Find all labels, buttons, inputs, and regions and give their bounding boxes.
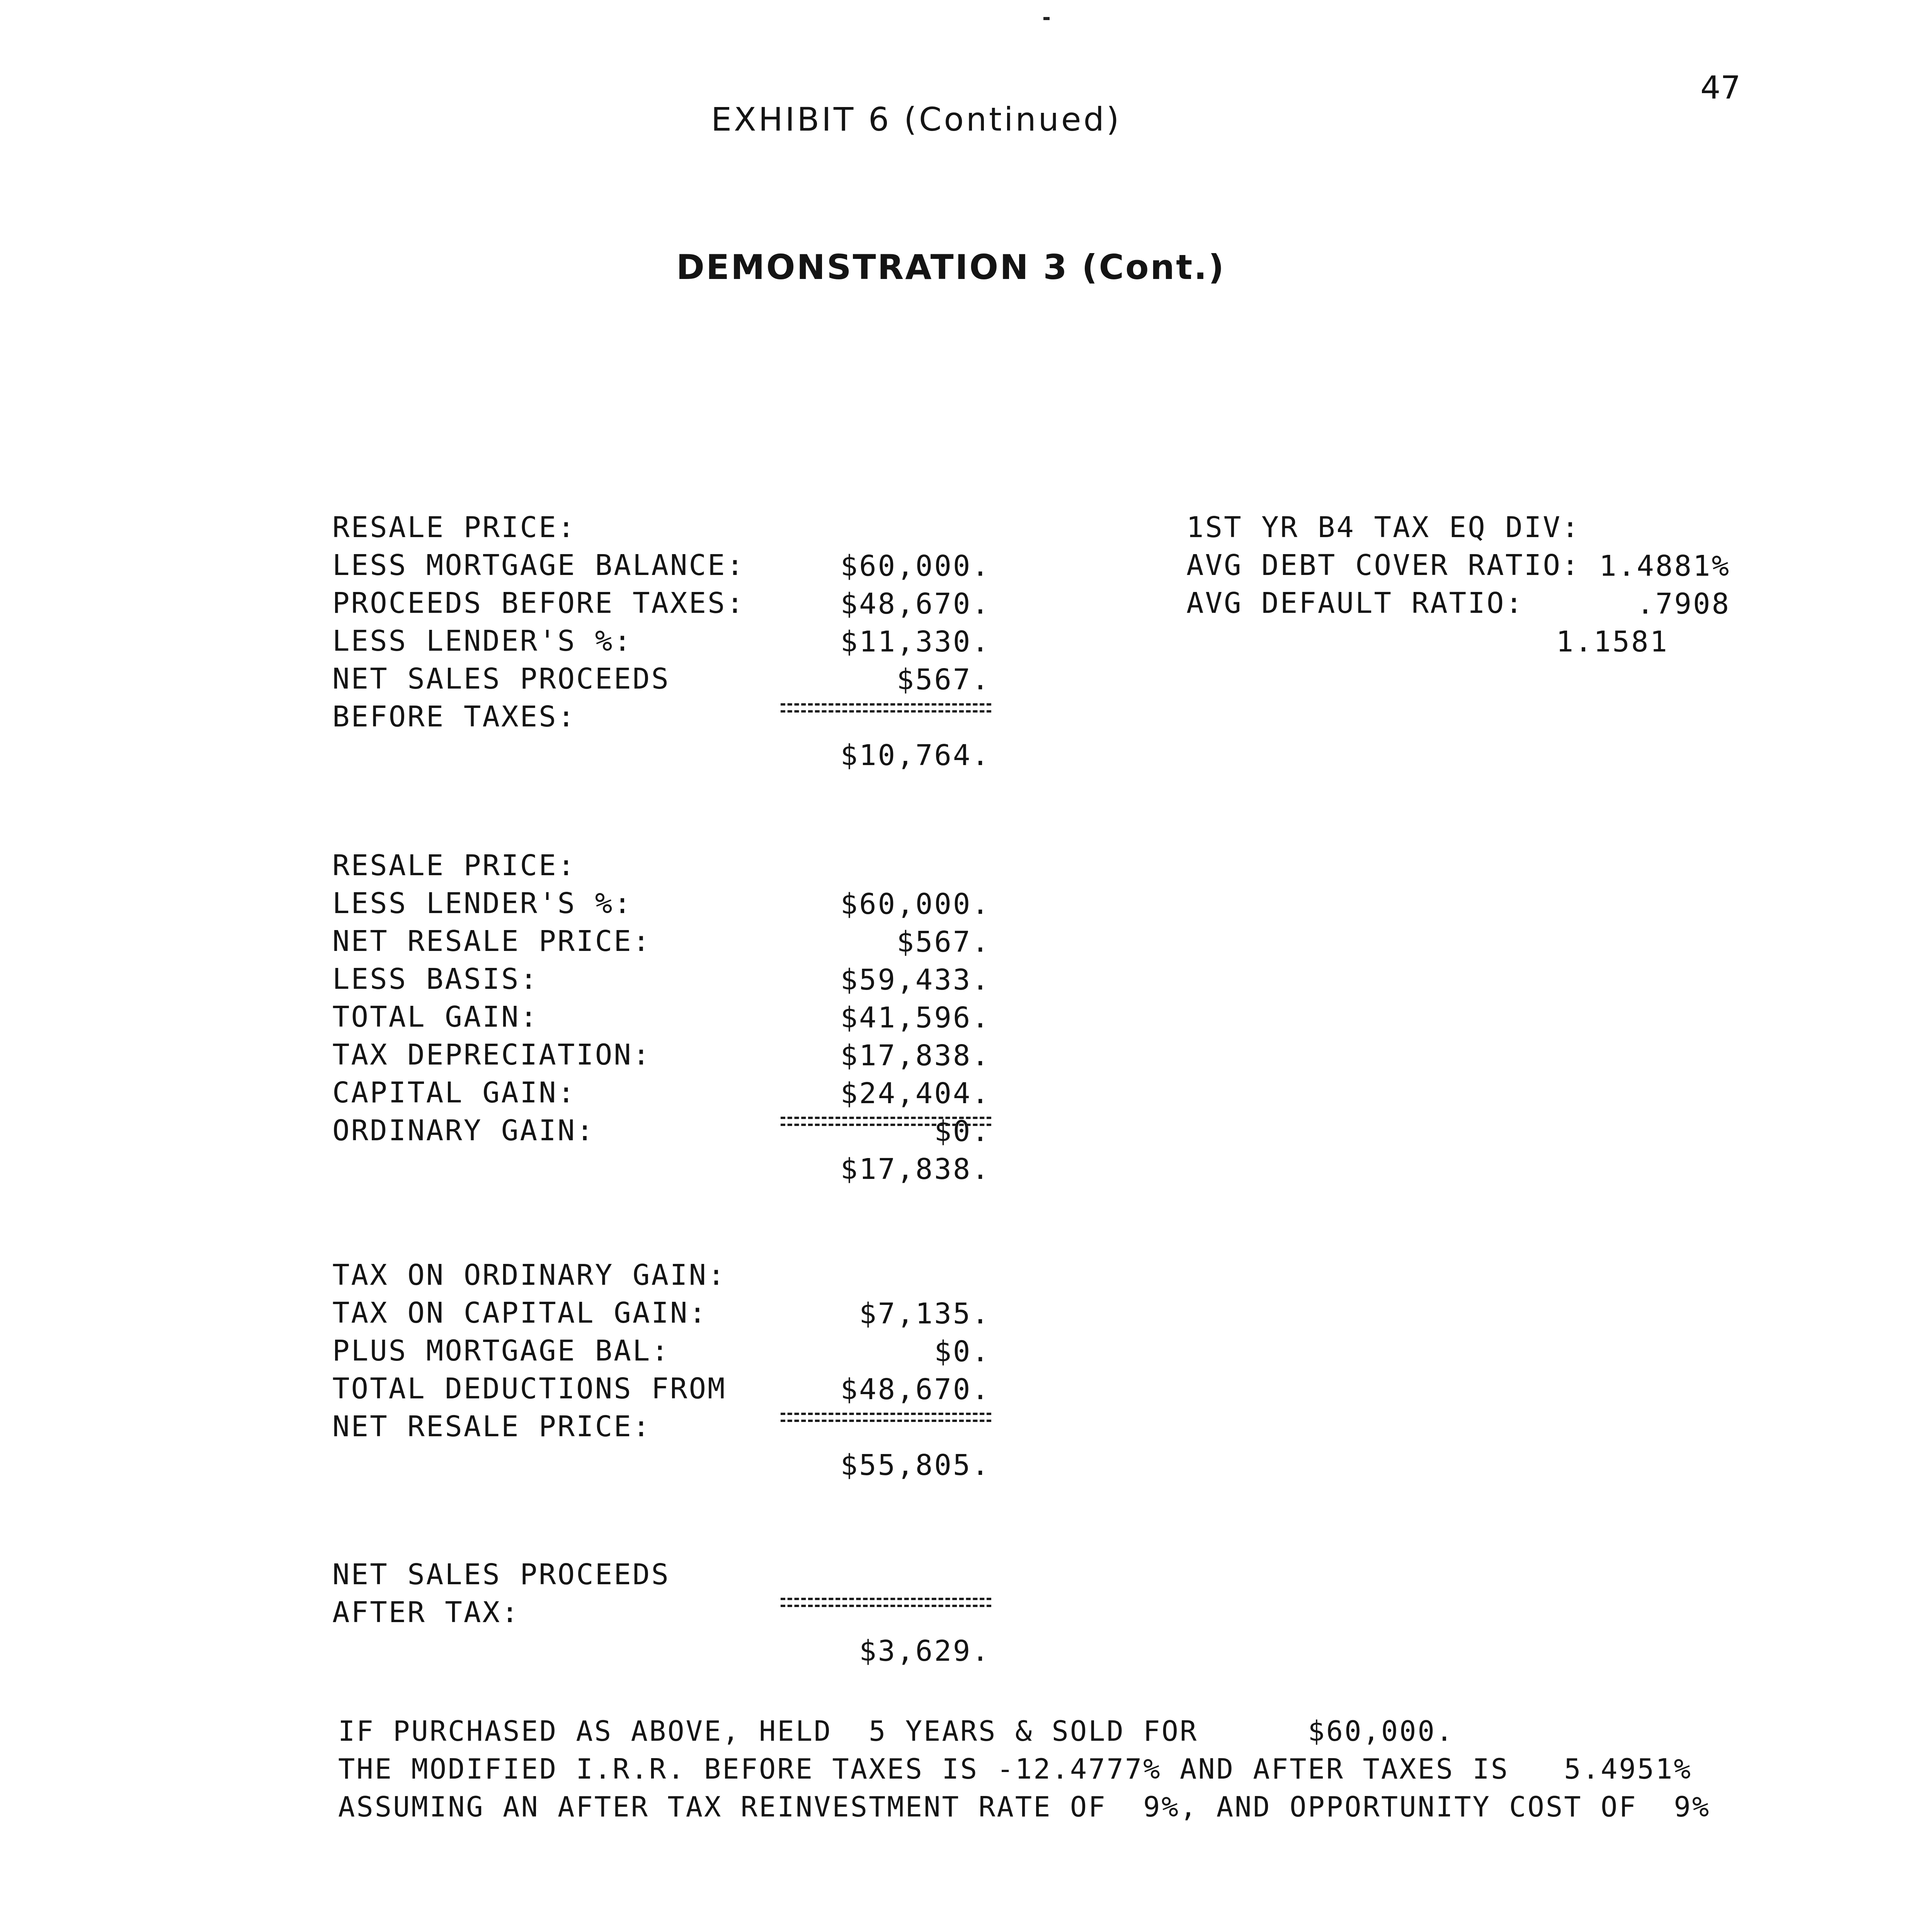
row-label: NET SALES PROCEEDS bbox=[332, 1558, 670, 1591]
row-label: LESS LENDER'S %: bbox=[332, 624, 633, 658]
row-label: RESALE PRICE: bbox=[332, 849, 577, 882]
double-rule bbox=[781, 1413, 991, 1422]
row-label: LESS LENDER'S %: bbox=[332, 887, 633, 920]
summary-line: ASSUMING AN AFTER TAX REINVESTMENT RATE OF 9%, AND OPPORTUNITY COST OF 9% bbox=[338, 1791, 1711, 1823]
demonstration-title: DEMONSTRATION 3 (Cont.) bbox=[676, 247, 1225, 287]
ratio-value: 1.1581 bbox=[1556, 625, 1669, 658]
row-label: NET RESALE PRICE: bbox=[332, 925, 652, 958]
row-amount: $48,670. bbox=[840, 1373, 990, 1406]
ratio-value: .7908 bbox=[1637, 587, 1731, 621]
double-rule bbox=[781, 703, 991, 713]
row-amount: $17,838. bbox=[840, 1153, 990, 1186]
statement-row bbox=[0, 1073, 1916, 1186]
ratio-label: 1ST YR B4 TAX EQ DIV: bbox=[1186, 511, 1581, 544]
row-amount: $60,000. bbox=[840, 549, 990, 583]
row-label: TAX ON CAPITAL GAIN: bbox=[332, 1296, 708, 1330]
row-amount: $3,629. bbox=[859, 1634, 990, 1668]
ratio-label: AVG DEFAULT RATIO: bbox=[1186, 587, 1524, 620]
statement-row bbox=[0, 1369, 1916, 1482]
exhibit-title: EXHIBIT 6 (Continued) bbox=[711, 100, 1121, 138]
row-label: BEFORE TAXES: bbox=[332, 700, 577, 733]
row-label: RESALE PRICE: bbox=[332, 511, 577, 544]
double-rule bbox=[781, 1598, 991, 1607]
row-label: LESS BASIS: bbox=[332, 963, 539, 996]
row-label: LESS MORTGAGE BALANCE: bbox=[332, 549, 745, 582]
row-amount: $17,838. bbox=[840, 1039, 990, 1072]
ratio-value: 1.4881% bbox=[1599, 549, 1731, 583]
summary-line: THE MODIFIED I.R.R. BEFORE TAXES IS -12.4777% AND AFTER TAXES IS 5.4951% bbox=[338, 1753, 1692, 1785]
row-label: CAPITAL GAIN: bbox=[332, 1076, 577, 1109]
row-label: TOTAL DEDUCTIONS FROM bbox=[332, 1372, 727, 1405]
row-label: TAX DEPRECIATION: bbox=[332, 1038, 652, 1071]
row-label: PLUS MORTGAGE BAL: bbox=[332, 1334, 670, 1367]
row-label: PROCEEDS BEFORE TAXES: bbox=[332, 587, 745, 620]
summary-line: IF PURCHASED AS ABOVE, HELD 5 YEARS & SOLD FOR $60,000. bbox=[338, 1715, 1455, 1747]
page-number: 47 bbox=[1700, 70, 1741, 106]
row-amount: $60,000. bbox=[840, 888, 990, 921]
row-label: ORDINARY GAIN: bbox=[332, 1114, 595, 1147]
row-label: NET SALES PROCEEDS bbox=[332, 662, 670, 696]
row-label: TOTAL GAIN: bbox=[332, 1000, 539, 1034]
statement-row bbox=[0, 659, 1916, 772]
statement-row bbox=[0, 1517, 1916, 1591]
row-label: TAX ON ORDINARY GAIN: bbox=[332, 1259, 727, 1292]
row-amount: $24,404. bbox=[840, 1077, 990, 1110]
ratio-label: AVG DEBT COVER RATIO: bbox=[1186, 549, 1581, 582]
row-amount: $41,596. bbox=[840, 1001, 990, 1034]
scan-speck bbox=[1043, 17, 1050, 20]
row-amount: $10,764. bbox=[840, 739, 990, 772]
double-rule bbox=[781, 1117, 991, 1126]
row-amount: $0. bbox=[934, 1335, 990, 1368]
row-amount: $11,330. bbox=[840, 625, 990, 658]
row-amount: $48,670. bbox=[840, 587, 990, 621]
row-amount: $7,135. bbox=[859, 1297, 990, 1330]
statement-row bbox=[0, 1554, 1916, 1668]
row-amount: $55,805. bbox=[840, 1449, 990, 1482]
row-amount: $567. bbox=[897, 925, 990, 959]
row-amount: $0. bbox=[934, 1115, 990, 1148]
row-amount: $567. bbox=[897, 663, 990, 696]
row-amount: $59,433. bbox=[840, 963, 990, 997]
row-label: NET RESALE PRICE: bbox=[332, 1410, 652, 1443]
row-label: AFTER TAX: bbox=[332, 1596, 520, 1629]
